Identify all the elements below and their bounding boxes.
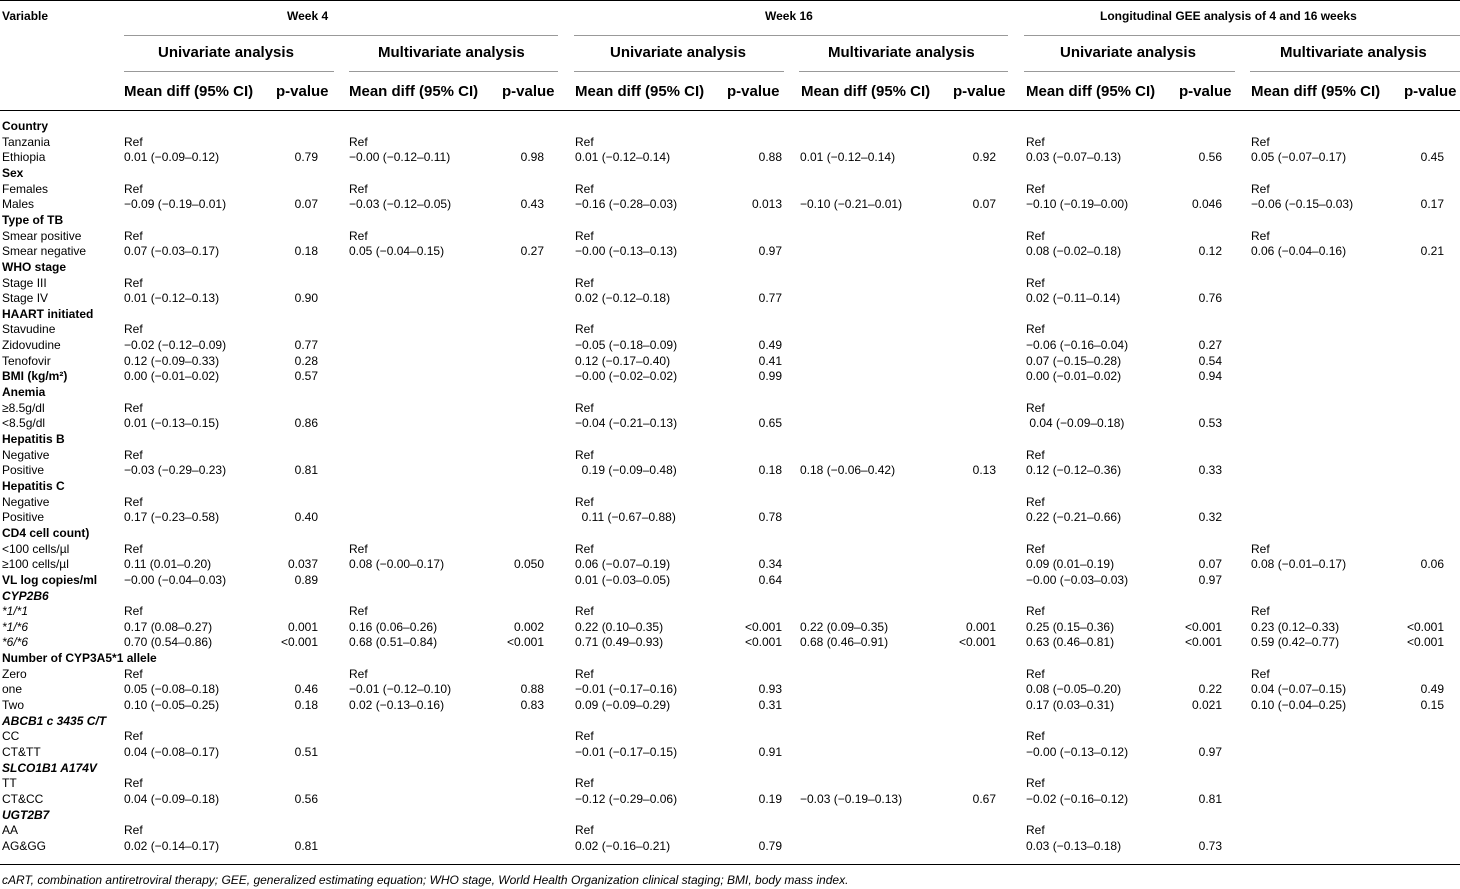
cell-mean-diff: 0.22 (0.10–0.35) (575, 619, 664, 634)
cell-p-value: 0.001 (965, 619, 996, 634)
row-label: Smear positive (2, 228, 82, 243)
col-w4-uni-p: p-value (276, 83, 329, 100)
row-label: CC (2, 729, 20, 744)
row-label: <100 cells/µl (2, 541, 70, 556)
cell-mean-diff: Ref (575, 181, 594, 196)
cell-p-value: 0.54 (1198, 353, 1222, 368)
row-label: Tenofovir (2, 353, 51, 368)
cell-p-value: <0.001 (1184, 635, 1222, 650)
cell-mean-diff: Ref (575, 228, 594, 243)
cell-p-value: 0.31 (758, 698, 782, 713)
cell-p-value: 0.43 (520, 197, 544, 212)
row-label: Ethiopia (2, 150, 46, 165)
cell-mean-diff: −0.16 (−0.28–0.03) (575, 197, 678, 212)
cell-p-value: <0.001 (1184, 619, 1222, 634)
row-label: Hepatitis B (2, 432, 65, 446)
row-label: SLCO1B1 A174V (2, 760, 97, 775)
cell-mean-diff: −0.10 (−0.21–0.01) (800, 197, 903, 212)
cell-mean-diff: 0.01 (−0.13–0.15) (124, 416, 220, 431)
cell-mean-diff: Ref (349, 666, 368, 681)
cell-mean-diff: Ref (1251, 181, 1270, 196)
cell-mean-diff: −0.00 (−0.13–0.13) (575, 244, 678, 259)
cell-mean-diff: Ref (1026, 322, 1045, 337)
cell-p-value: 0.22 (1198, 682, 1222, 697)
row-label: Country (2, 119, 48, 133)
row-label: AG&GG (2, 838, 47, 853)
cell-mean-diff: Ref (124, 604, 143, 619)
sub-w16-multi: Multivariate analysis (828, 44, 975, 61)
row-label: Positive (2, 510, 45, 525)
cell-mean-diff: 0.01 (−0.09–0.12) (124, 150, 220, 165)
cell-mean-diff: Ref (124, 776, 143, 791)
row-label: Males (2, 197, 35, 212)
cell-mean-diff: Ref (124, 447, 143, 462)
col-w16-multi-p: p-value (953, 83, 1006, 100)
cell-p-value: 0.013 (751, 197, 782, 212)
cell-p-value: 0.81 (294, 838, 318, 853)
row-label: Negative (2, 447, 50, 462)
cell-p-value: 0.49 (758, 338, 782, 353)
cell-mean-diff: 0.03 (−0.13–0.18) (1026, 838, 1122, 853)
cell-p-value: 0.88 (758, 150, 782, 165)
cell-mean-diff: 0.70 (0.54–0.86) (124, 635, 213, 650)
cell-p-value: 0.81 (1198, 791, 1222, 806)
cell-p-value: 0.98 (520, 150, 544, 165)
row-label: Stage IV (2, 291, 49, 306)
cell-mean-diff: Ref (575, 400, 594, 415)
cell-mean-diff: 0.18 (−0.06–0.42) (800, 463, 896, 478)
cell-mean-diff: 0.06 (−0.07–0.19) (575, 557, 671, 572)
cell-p-value: 0.91 (758, 745, 782, 759)
cell-p-value: 0.12 (1198, 244, 1222, 259)
cell-mean-diff: 0.01 (−0.12–0.13) (124, 291, 220, 306)
cell-mean-diff: Ref (1026, 776, 1045, 791)
row-label: UGT2B7 (2, 807, 50, 822)
row-label: Females (2, 181, 49, 196)
cell-p-value: 0.15 (1420, 698, 1444, 713)
cell-mean-diff: 0.09 (−0.09–0.29) (575, 698, 671, 713)
cell-mean-diff: Ref (1026, 228, 1045, 243)
cell-p-value: 0.49 (1420, 682, 1444, 697)
row-label: CYP2B6 (2, 588, 49, 603)
cell-p-value: 0.97 (1198, 572, 1222, 587)
row-label: CT&TT (2, 745, 41, 759)
cell-p-value: 0.79 (294, 150, 318, 165)
row-label: <8.5g/dl (2, 416, 46, 431)
cell-p-value: 0.89 (294, 572, 318, 587)
cell-mean-diff: Ref (1251, 134, 1270, 149)
cell-mean-diff: 0.04 (−0.09–0.18) (124, 791, 220, 806)
cell-p-value: <0.001 (1406, 635, 1444, 650)
cell-mean-diff: −0.12 (−0.29–0.06) (575, 791, 678, 806)
cell-mean-diff: 0.00 (−0.01–0.02) (124, 369, 220, 384)
row-label: Smear negative (2, 244, 87, 259)
cell-mean-diff: Ref (575, 776, 594, 791)
cell-mean-diff: Ref (1026, 181, 1045, 196)
cell-mean-diff: 0.02 (−0.14–0.17) (124, 838, 220, 853)
cell-p-value: 0.56 (1198, 150, 1222, 165)
cell-mean-diff: −0.05 (−0.18–0.09) (575, 338, 678, 353)
cell-mean-diff: Ref (124, 228, 143, 243)
cell-mean-diff: −0.02 (−0.12–0.09) (124, 338, 227, 353)
cell-p-value: <0.001 (958, 635, 996, 650)
header-gee: Longitudinal GEE analysis of 4 and 16 weeks (1100, 9, 1357, 23)
row-label: Stage III (2, 275, 47, 290)
cell-mean-diff: Ref (575, 604, 594, 619)
cell-mean-diff: 0.05 (−0.07–0.17) (1251, 150, 1347, 165)
cell-mean-diff: 0.25 (0.15–0.36) (1026, 619, 1115, 634)
cell-mean-diff: 0.10 (−0.04–0.25) (1251, 698, 1347, 713)
cell-mean-diff: −0.09 (−0.19–0.01) (124, 197, 227, 212)
sub-w4-multi: Multivariate analysis (378, 44, 525, 61)
cell-p-value: 0.34 (758, 557, 782, 572)
cell-p-value: 0.90 (294, 291, 318, 306)
cell-mean-diff: −0.00 (−0.13–0.12) (1026, 745, 1129, 759)
cell-mean-diff: Ref (1026, 400, 1045, 415)
cell-mean-diff: 0.10 (−0.05–0.25) (124, 698, 220, 713)
cell-p-value: <0.001 (744, 635, 782, 650)
row-label: Anemia (2, 385, 46, 400)
cell-mean-diff: 0.08 (−0.02–0.18) (1026, 244, 1122, 259)
cell-mean-diff: −0.01 (−0.12–0.10) (349, 682, 452, 697)
cell-mean-diff: 0.23 (0.12–0.33) (1251, 619, 1340, 634)
cell-mean-diff: Ref (124, 494, 143, 509)
row-label: AA (2, 823, 19, 838)
row-label: Number of CYP3A5*1 allele (2, 651, 157, 666)
cell-mean-diff: Ref (1026, 447, 1045, 462)
sub-gee-multi: Multivariate analysis (1280, 44, 1427, 61)
cell-mean-diff: 0.01 (−0.03–0.05) (575, 572, 671, 587)
cell-mean-diff: −0.02 (−0.16–0.12) (1026, 791, 1129, 806)
cell-mean-diff: Ref (124, 541, 143, 556)
col-gee-uni-md: Mean diff (95% CI) (1026, 83, 1156, 100)
cell-mean-diff: 0.06 (−0.04–0.16) (1251, 244, 1347, 259)
cell-mean-diff: Ref (1251, 228, 1270, 243)
cell-p-value: 0.046 (1191, 197, 1222, 212)
cell-mean-diff: −0.06 (−0.16–0.04) (1026, 338, 1129, 353)
cell-mean-diff: 0.17 (−0.23–0.58) (124, 510, 220, 525)
cell-mean-diff: 0.07 (−0.03–0.17) (124, 244, 220, 259)
cell-mean-diff: −0.04 (−0.21–0.13) (575, 416, 678, 431)
cell-mean-diff: 0.01 (−0.12–0.14) (575, 150, 671, 165)
cell-p-value: 0.64 (758, 572, 782, 587)
cell-mean-diff: Ref (1026, 134, 1045, 149)
col-w4-multi-p: p-value (502, 83, 555, 100)
row-label: Negative (2, 494, 50, 509)
col-gee-multi-p: p-value (1404, 83, 1457, 100)
row-label: Stavudine (2, 322, 56, 337)
cell-mean-diff: −0.00 (−0.04–0.03) (124, 572, 227, 587)
cell-mean-diff: Ref (575, 494, 594, 509)
cell-p-value: 0.18 (758, 463, 782, 478)
cell-p-value: 0.21 (1420, 244, 1444, 259)
row-label: BMI (kg/m²) (2, 369, 68, 384)
cell-p-value: 0.77 (294, 338, 318, 353)
cell-p-value: 0.32 (1198, 510, 1222, 525)
cell-p-value: 0.86 (294, 416, 318, 431)
cell-mean-diff: 0.17 (0.03–0.31) (1026, 698, 1115, 713)
cell-p-value: 0.53 (1198, 416, 1222, 431)
table-footnote: cART, combination antiretroviral therapy; GEE, generalized estimating equation; WHO stage, World Health Organization clinical staging; BMI, body mass index. (2, 873, 849, 887)
row-label: Sex (2, 165, 24, 180)
cell-mean-diff: Ref (1026, 666, 1045, 681)
sub-w4-uni: Univariate analysis (158, 44, 294, 61)
cell-mean-diff: Ref (1026, 729, 1045, 744)
cell-p-value: 0.92 (972, 150, 996, 165)
cell-p-value: 0.13 (972, 463, 996, 478)
cell-mean-diff: Ref (575, 541, 594, 556)
header-week16: Week 16 (765, 9, 813, 23)
cell-mean-diff: 0.00 (−0.01–0.02) (1026, 369, 1122, 384)
cell-mean-diff: Ref (124, 181, 143, 196)
cell-mean-diff: Ref (1026, 604, 1045, 619)
cell-p-value: 0.76 (1198, 291, 1222, 306)
row-label: HAART initiated (2, 306, 94, 321)
cell-p-value: <0.001 (744, 619, 782, 634)
cell-mean-diff: Ref (124, 134, 143, 149)
cell-mean-diff: −0.03 (−0.19–0.13) (800, 791, 903, 806)
cell-mean-diff: Ref (1251, 541, 1270, 556)
row-label: ABCB1 c 3435 C/T (2, 713, 107, 728)
row-label: Two (2, 698, 25, 713)
cell-mean-diff: Ref (124, 275, 143, 290)
cell-mean-diff: Ref (1026, 494, 1045, 509)
cell-p-value: 0.001 (287, 619, 318, 634)
cell-mean-diff: 0.11 (0.01–0.20) (124, 557, 212, 572)
cell-mean-diff: 0.02 (−0.12–0.18) (575, 291, 671, 306)
cell-mean-diff: 0.04 (−0.08–0.17) (124, 745, 220, 759)
cell-mean-diff: 0.09 (0.01–0.19) (1026, 557, 1115, 572)
cell-p-value: 0.18 (294, 698, 318, 713)
cell-mean-diff: Ref (1026, 541, 1045, 556)
col-gee-uni-p: p-value (1179, 83, 1232, 100)
cell-mean-diff: 0.03 (−0.07–0.13) (1026, 150, 1122, 165)
cell-mean-diff: 0.08 (−0.05–0.20) (1026, 682, 1122, 697)
row-label: Positive (2, 463, 45, 478)
cell-mean-diff: 0.17 (0.08–0.27) (124, 619, 213, 634)
cell-p-value: 0.021 (1191, 698, 1222, 713)
cell-mean-diff: Ref (575, 823, 594, 838)
cell-mean-diff: Ref (1026, 823, 1045, 838)
cell-mean-diff: −0.01 (−0.17–0.16) (575, 682, 678, 697)
cell-mean-diff: Ref (349, 604, 368, 619)
row-label: CT&CC (2, 791, 44, 806)
cell-p-value: 0.45 (1420, 150, 1444, 165)
cell-mean-diff: −0.00 (−0.03–0.03) (1026, 572, 1129, 587)
cell-p-value: 0.07 (294, 197, 318, 212)
col-w16-uni-p: p-value (727, 83, 780, 100)
cell-mean-diff: 0.02 (−0.11–0.14) (1026, 291, 1121, 306)
cell-mean-diff: 0.16 (0.06–0.26) (349, 619, 438, 634)
cell-mean-diff: Ref (575, 666, 594, 681)
cell-mean-diff: Ref (575, 322, 594, 337)
cell-p-value: 0.79 (758, 838, 782, 853)
sub-gee-uni: Univariate analysis (1060, 44, 1196, 61)
cell-mean-diff: −0.00 (−0.12–0.11) (349, 150, 451, 165)
cell-mean-diff: Ref (349, 181, 368, 196)
cell-mean-diff: Ref (124, 322, 143, 337)
sub-w16-uni: Univariate analysis (610, 44, 746, 61)
cell-mean-diff: Ref (349, 134, 368, 149)
cell-mean-diff: 0.19 (−0.09–0.48) (575, 463, 677, 478)
cell-p-value: 0.41 (758, 353, 782, 368)
cell-mean-diff: −0.03 (−0.12–0.05) (349, 197, 452, 212)
row-label: WHO stage (2, 259, 67, 274)
cell-mean-diff: Ref (349, 541, 368, 556)
row-label: Zidovudine (2, 338, 61, 353)
cell-p-value: 0.050 (513, 557, 544, 572)
cell-p-value: <0.001 (506, 635, 544, 650)
cell-p-value: 0.06 (1420, 557, 1444, 572)
cell-mean-diff: 0.68 (0.51–0.84) (349, 635, 438, 650)
col-w4-multi-md: Mean diff (95% CI) (349, 83, 479, 100)
cell-p-value: 0.97 (758, 244, 782, 259)
row-label: *6/*6 (2, 635, 29, 650)
cell-p-value: 0.97 (1198, 745, 1222, 759)
cell-mean-diff: Ref (575, 447, 594, 462)
cell-p-value: 0.56 (294, 791, 318, 806)
header-variable: Variable (2, 9, 49, 23)
cell-mean-diff: 0.01 (−0.12–0.14) (800, 150, 896, 165)
cell-p-value: 0.93 (758, 682, 782, 697)
cell-mean-diff: 0.08 (−0.01–0.17) (1251, 557, 1347, 572)
cell-mean-diff: Ref (1026, 275, 1045, 290)
cell-p-value: 0.67 (972, 791, 996, 806)
cell-p-value: 0.002 (513, 619, 544, 634)
cell-p-value: 0.78 (758, 510, 782, 525)
header-week4: Week 4 (287, 9, 329, 23)
cell-mean-diff: −0.00 (−0.02–0.02) (575, 369, 678, 384)
col-w4-uni-md: Mean diff (95% CI) (124, 83, 254, 100)
cell-mean-diff: Ref (349, 228, 368, 243)
row-label: Hepatitis C (2, 478, 65, 493)
cell-mean-diff: 0.12 (−0.17–0.40) (575, 353, 671, 368)
row-label: TT (2, 776, 17, 791)
cell-p-value: 0.18 (294, 244, 318, 259)
cell-mean-diff: −0.03 (−0.29–0.23) (124, 463, 227, 478)
cell-p-value: 0.57 (294, 369, 318, 384)
cell-mean-diff: −0.10 (−0.19–0.00) (1026, 197, 1129, 212)
cell-mean-diff: 0.22 (−0.21–0.66) (1026, 510, 1122, 525)
cell-p-value: 0.27 (520, 244, 544, 259)
row-label: one (2, 682, 23, 697)
cell-mean-diff: 0.05 (−0.08–0.18) (124, 682, 220, 697)
cell-mean-diff: 0.68 (0.46–0.91) (800, 635, 889, 650)
col-w16-multi-md: Mean diff (95% CI) (801, 83, 931, 100)
cell-mean-diff: 0.02 (−0.13–0.16) (349, 698, 445, 713)
row-label: Tanzania (2, 134, 51, 149)
cell-p-value: 0.40 (294, 510, 318, 525)
cell-p-value: 0.65 (758, 416, 782, 431)
cell-p-value: <0.001 (1406, 619, 1444, 634)
row-label: Type of TB (2, 212, 64, 227)
cell-mean-diff: Ref (575, 275, 594, 290)
cell-mean-diff: 0.08 (−0.00–0.17) (349, 557, 445, 572)
cell-p-value: 0.46 (294, 682, 318, 697)
cell-p-value: 0.28 (294, 353, 318, 368)
col-gee-multi-md: Mean diff (95% CI) (1251, 83, 1381, 100)
cell-p-value: 0.17 (1420, 197, 1444, 212)
cell-p-value: 0.27 (1198, 338, 1222, 353)
cell-p-value: 0.81 (294, 463, 318, 478)
cell-mean-diff: Ref (575, 729, 594, 744)
cell-p-value: 0.94 (1198, 369, 1222, 384)
cell-p-value: 0.73 (1198, 838, 1222, 853)
cell-mean-diff: 0.02 (−0.16–0.21) (575, 838, 671, 853)
row-label: *1/*1 (2, 604, 29, 619)
row-label: ≥100 cells/µl (2, 557, 69, 572)
cell-mean-diff: 0.04 (−0.07–0.15) (1251, 682, 1347, 697)
cell-mean-diff: 0.05 (−0.04–0.15) (349, 244, 445, 259)
cell-mean-diff: Ref (124, 729, 143, 744)
cell-mean-diff: −0.01 (−0.17–0.15) (575, 745, 678, 759)
cell-mean-diff: 0.12 (−0.09–0.33) (124, 353, 220, 368)
cell-mean-diff: Ref (1251, 604, 1270, 619)
cell-mean-diff: 0.59 (0.42–0.77) (1251, 635, 1340, 650)
cell-mean-diff: Ref (124, 666, 143, 681)
cell-mean-diff: 0.22 (0.09–0.35) (800, 619, 889, 634)
cell-p-value: 0.77 (758, 291, 782, 306)
cell-p-value: 0.33 (1198, 463, 1222, 478)
cell-p-value: 0.99 (758, 369, 782, 384)
cell-p-value: 0.07 (972, 197, 996, 212)
row-label: Zero (2, 666, 27, 681)
cell-p-value: 0.037 (287, 557, 318, 572)
cell-p-value: 0.07 (1198, 557, 1222, 572)
cell-mean-diff: 0.63 (0.46–0.81) (1026, 635, 1115, 650)
cell-mean-diff: Ref (1251, 666, 1270, 681)
cell-mean-diff: Ref (124, 400, 143, 415)
cell-p-value: 0.19 (758, 791, 782, 806)
cell-p-value: 0.88 (520, 682, 544, 697)
cell-mean-diff: −0.06 (−0.15–0.03) (1251, 197, 1354, 212)
cell-mean-diff: 0.12 (−0.12–0.36) (1026, 463, 1122, 478)
row-label: VL log copies/ml (2, 572, 98, 587)
cell-mean-diff: Ref (575, 134, 594, 149)
cell-mean-diff: 0.11 (−0.67–0.88) (575, 510, 676, 525)
row-label: ≥8.5g/dl (2, 400, 45, 415)
cell-mean-diff: 0.04 (−0.09–0.18) (1026, 416, 1125, 431)
cell-mean-diff: Ref (124, 823, 143, 838)
row-label: CD4 cell count) (2, 525, 90, 540)
cell-mean-diff: 0.71 (0.49–0.93) (575, 635, 664, 650)
cell-p-value: 0.83 (520, 698, 544, 713)
cell-p-value: 0.51 (294, 745, 318, 759)
cell-p-value: <0.001 (280, 635, 318, 650)
col-w16-uni-md: Mean diff (95% CI) (575, 83, 705, 100)
cell-mean-diff: 0.07 (−0.15–0.28) (1026, 353, 1122, 368)
row-label: *1/*6 (2, 619, 29, 634)
